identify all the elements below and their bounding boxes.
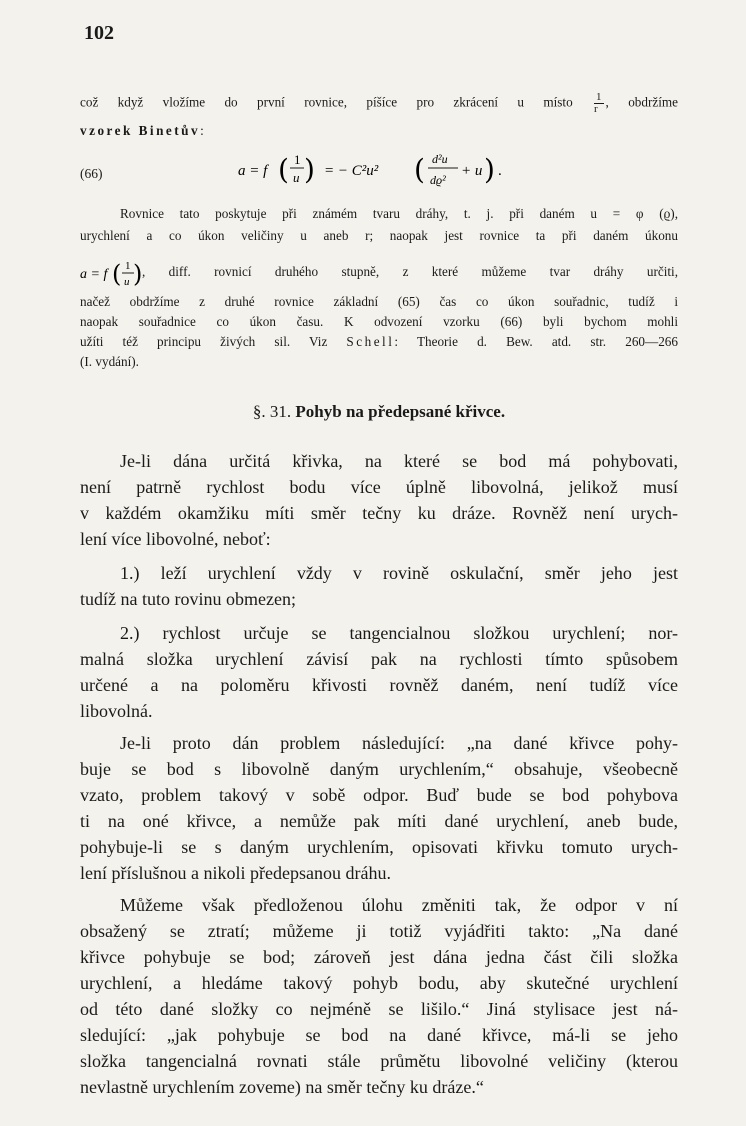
p5-line-4: urychlení, a hledáme takový pohyb bodu, aby skutečné urychlení <box>80 973 678 993</box>
note-line-2: urychlení a co úkon veličiny u aneb r; naopak jest rovnice ta při daném úkonu <box>80 228 678 243</box>
formula-right-paren: ) <box>133 260 142 288</box>
p1-line-1: Je-li dána určitá křivka, na které se bod má pohybovati, <box>120 451 678 471</box>
inline-fraction <box>594 92 604 115</box>
p5-line-6: sledující: „jak pohybuje se bod na dané křivce, má-li se jeho <box>80 1025 678 1045</box>
p5-line-5: od této dané složky co nejméně se lišilo.“ Jiná stylisace jest ná- <box>80 999 678 1019</box>
arg-numerator: 1 <box>294 152 301 167</box>
p3-line-3: určené a na poloměru křivosti rovněž daném, není tudíž více <box>80 675 678 695</box>
equation-lhs: a = f <box>238 163 268 179</box>
deriv-numerator: d²u <box>432 152 448 166</box>
fraction-numerator: 1 <box>596 91 602 103</box>
p4-line-5: pohybuje-li se s daným urychlením, opisovati křivku tomuto urych- <box>80 837 678 857</box>
intro-line-1 <box>80 92 678 115</box>
intro-line-2-end: : <box>200 123 204 138</box>
deriv-denominator: dϱ² <box>430 173 446 187</box>
note-line-4: načež obdržíme z druhé rovnice základní (65) čas co úkon souřadnic, tudíž i <box>80 294 678 309</box>
section-title: Pohyb na předepsané křivce. <box>295 402 506 421</box>
fraction-denominator: r <box>594 103 598 115</box>
equation-label: (66) <box>80 166 103 181</box>
equation-66 <box>238 146 528 192</box>
intro-line-2 <box>80 121 678 141</box>
section-number: §. 31. <box>252 402 292 421</box>
formula-numerator: 1 <box>125 260 131 272</box>
note-line-6-b: : Theorie d. Bew. atd. str. 260—266 <box>394 334 678 349</box>
note-line-6-a: užíti též principu živých sil. Viz <box>80 334 328 349</box>
p2-line-1: 1.) leží urychlení vždy v rovině oskulační, směr jeho jest <box>120 563 678 583</box>
p1-line-3: v každém okamžiku míti směr tečny ku dráze. Rovněž není urych- <box>80 503 678 523</box>
p4-line-1: Je-li proto dán problem následující: „na dané křivce pohy- <box>120 733 678 753</box>
note-line-3 <box>80 254 678 292</box>
author-name-schell: Schell <box>346 334 395 349</box>
p5-line-8: nevlastně urychlením zoveme) na směr tečny ku dráze.“ <box>80 1077 484 1097</box>
note-line-5: naopak souřadnice co úkon času. K odvození vzorku (66) byli bychom mohli <box>80 314 678 329</box>
intro-line-1-end: , obdržíme <box>605 94 678 110</box>
p5-line-2: obsažený se ztratí; můžeme ji totiž vyjádřiti takto: „Na dané <box>80 921 678 941</box>
p1-line-2: není patrně rychlost bodu více úplně libovolná, jelikož musí <box>80 477 678 497</box>
arg-denominator: u <box>293 170 300 185</box>
right-paren: ) <box>304 153 315 186</box>
equation-mid: = − C²u² <box>324 163 379 179</box>
equation-plus: + u <box>461 163 483 179</box>
left-paren: ( <box>278 153 289 186</box>
p3-line-2: malná složka urychlení závisí pak na rychlosti tímto spůsobem <box>80 649 678 669</box>
formula-prefix: a = f <box>80 267 108 282</box>
note-line-3-text: , diff. rovnicí druhého stupně, z které můžeme tvar dráhy určiti, <box>142 264 678 280</box>
formula-denominator: u <box>124 276 130 288</box>
p4-line-3: vzato, problem takový v sobě odpor. Buď bude se bod pohybova <box>80 785 678 805</box>
p4-line-6: lení příslušnou a nikoli předepsanou dráhu. <box>80 863 391 883</box>
p1-line-4: lení více libovolné, neboť: <box>80 529 271 549</box>
p5-line-1: Můžeme však předloženou úlohu změniti tak, že odpor v ní <box>120 895 678 915</box>
left-paren-2: ( <box>414 153 425 186</box>
intro-line-1-text: což když vložíme do první rovnice, píšíce pro zkrácení u místo <box>80 94 573 110</box>
p2-line-2: tudíž na tuto rovinu obmezen; <box>80 589 296 609</box>
formula-left-paren: ( <box>112 260 122 288</box>
p4-line-4: ti na oné křivce, a nemůže pak míti dané urychlení, aneb bude, <box>80 811 678 831</box>
note-line-6 <box>80 332 678 352</box>
p3-line-1: 2.) rychlost určuje se tangencialnou složkou urychlení; nor- <box>120 623 678 643</box>
note-line-7: (I. vydání). <box>80 354 139 369</box>
right-paren-2: ) <box>484 153 495 186</box>
p5-line-7: složka tangencialná rovnati stále průmětu libovolné veličiny (kterou <box>80 1051 678 1071</box>
equation-end: . <box>498 163 502 179</box>
section-heading <box>80 402 678 422</box>
p3-line-4: libovolná. <box>80 701 153 721</box>
p5-line-3: křivce pohybuje se bod; zároveň jest dána jedna část čili složka <box>80 947 678 967</box>
note-line-1: Rovnice tato poskytuje při známém tvaru dráhy, t. j. při daném u = φ (ϱ), <box>120 206 678 221</box>
inline-formula-a-f <box>80 254 142 292</box>
page-number: 102 <box>84 22 114 44</box>
binet-formula-name: vzorek Binetův <box>80 123 201 138</box>
p4-line-2: buje se bod s libovolně daným urychlením,“ obsahuje, všeobecně <box>80 759 678 779</box>
